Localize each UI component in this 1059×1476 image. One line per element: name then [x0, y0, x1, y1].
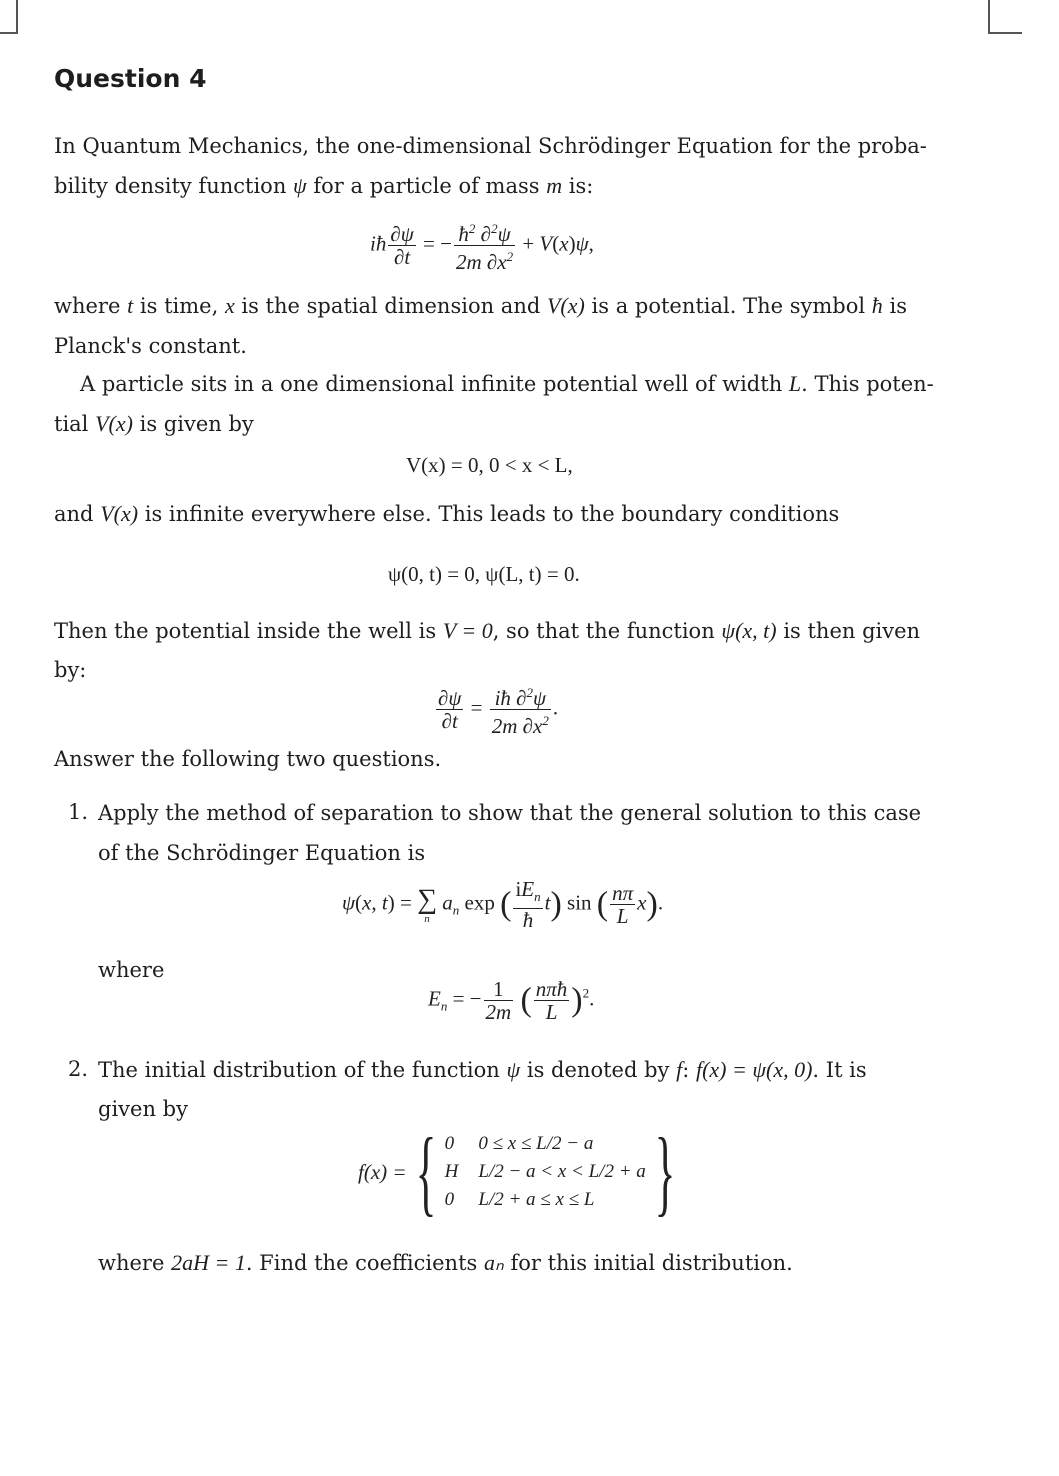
then-line-2: by: [54, 658, 87, 682]
intro-line-2: bility density function ψ for a particle of mass m is: [54, 173, 594, 198]
para2-line-1: A particle sits in a one dimensional infinite potential well of width L. This poten- [80, 371, 934, 396]
piecewise-lhs: f(x) = [358, 1159, 407, 1184]
q2-line-2: given by [98, 1097, 188, 1121]
q2-final-line: where 2aH = 1. Find the coefficients aₙ for this initial distribution. [98, 1250, 793, 1275]
piecewise-table [435, 1130, 656, 1214]
piecewise-range: L/2 − a < x < L/2 + a [478, 1161, 646, 1182]
q1-where: where [98, 958, 165, 982]
piecewise-range: L/2 + a ≤ x ≤ L [478, 1189, 595, 1210]
then-line-1: Then the potential inside the well is V = 0, so that the function ψ(x, t) is then given [54, 618, 921, 643]
q2-line-1: The initial distribution of the function ψ is denoted by f: f(x) = ψ(x, 0). It is [98, 1057, 867, 1082]
potential-equation: V(x) = 0, 0 < x < L, [406, 453, 573, 477]
schrodinger-equation: iħ $\frac{\partial\psi}{\partial t}$ = − $\frac{ħ^2 \partial^2\psi}{2m \partial x^2}$ + V(x)ψ, [370, 218, 594, 273]
q1-line-2: of the Schrödinger Equation is [98, 841, 426, 865]
energy-equation: $E_n$ = − $\frac{1}{2m}$ ( $\frac{\text{nπħ}}{L}$ )$^2$. [428, 977, 595, 1024]
q1-number: 1. [68, 800, 89, 824]
piecewise-range: 0 ≤ x ≤ L/2 − a [478, 1133, 594, 1154]
boundary-conditions: ψ(0, t) = 0, ψ(L, t) = 0. [388, 562, 580, 586]
infinite-line: and V(x) is infinite everywhere else. This leads to the boundary conditions [54, 501, 840, 526]
piecewise-row [435, 1158, 656, 1186]
piecewise-function: f(x) = { 0 0 ≤ x ≤ L/2 − a H L/2 − a < x < L/2 + a 0 L/2 + a ≤ x ≤ L } [358, 1118, 676, 1225]
crop-mark-top-right [988, 0, 1022, 34]
answer-line: Answer the following two questions. [54, 747, 442, 771]
q2-number: 2. [68, 1057, 89, 1081]
general-solution-equation: ψ(x, t) = ∑ n $a_n$ exp ( $\frac{iE_n}{ħ}$ t) sin ( $\frac{n\pi}{L}$ x). [342, 877, 664, 933]
para2-line-2: tial V(x) is given by [54, 411, 254, 436]
crop-mark-top-left [0, 0, 18, 34]
piecewise-value: 0 [444, 1133, 455, 1154]
where-line-2: Planck's constant. [54, 334, 247, 358]
intro-line-1: In Quantum Mechanics, the one-dimensional Schrödinger Equation for the proba- [54, 134, 927, 158]
piecewise-value: H [444, 1161, 459, 1182]
q1-line-1: Apply the method of separation to show that the general solution to this case [98, 801, 922, 825]
piecewise-row [435, 1130, 656, 1158]
question-title: Question 4 [54, 64, 207, 93]
piecewise-value: 0 [444, 1189, 455, 1210]
reduced-equation: $\frac{\partial\psi}{\partial t}$ = $\frac{iħ \partial^2\psi}{2m \partial x^2}$ . [434, 682, 558, 737]
piecewise-row [435, 1186, 656, 1214]
where-line-1: where t is time, x is the spatial dimension and V(x) is a potential. The symbol ħ is [54, 293, 907, 318]
